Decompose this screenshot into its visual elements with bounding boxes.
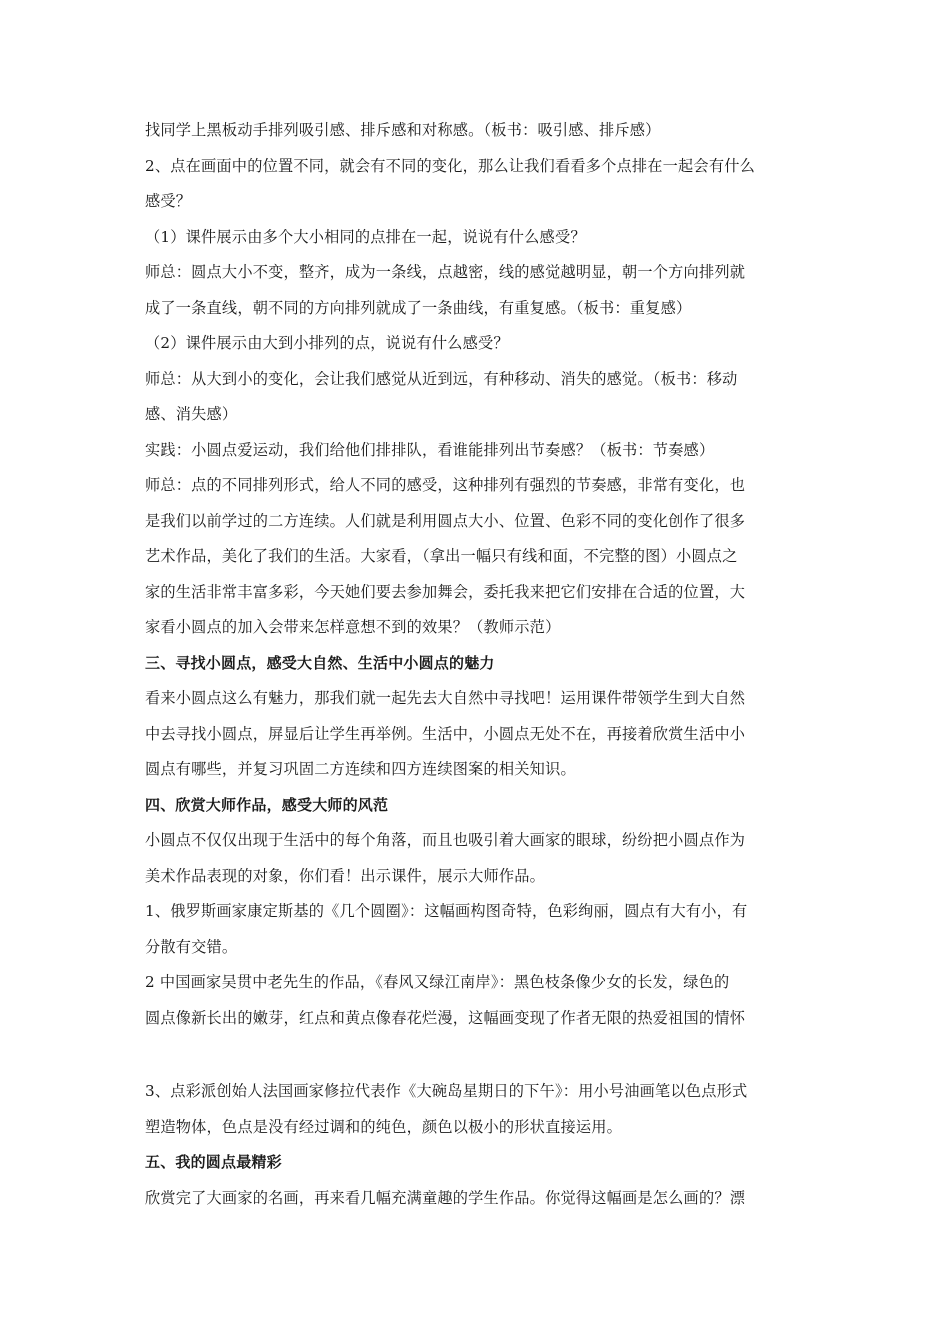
text-line: 看来小圆点这么有魅力，那我们就一起先去大自然中寻找吧！运用课件带领学生到大自然 <box>145 689 746 707</box>
text-line: 分散有交错。 <box>145 938 238 956</box>
text-line: 圆点像新长出的嫩芽，红点和黄点像春花烂漫，这幅画变现了作者无限的热爱祖国的情怀 <box>145 1009 746 1027</box>
text-line: 成了一条直线，朝不同的方向排列就成了一条曲线，有重复感。（板书：重复感） <box>145 299 692 317</box>
text-line: （1）课件展示由多个大小相同的点排在一起，说说有什么感受？ <box>145 228 586 246</box>
text-line: 1、俄罗斯画家康定斯基的《几个圆圈》：这幅画构图奇特，色彩绚丽，圆点有大有小，有 <box>145 902 748 920</box>
text-line: 找同学上黑板动手排列吸引感、排斥感和对称感。（板书：吸引感、排斥感） <box>145 121 661 139</box>
text-line: 中去寻找小圆点，屏显后让学生再举例。生活中，小圆点无处不在，再接着欣赏生活中小 <box>145 725 746 743</box>
text-line: 3、点彩派创始人法国画家修拉代表作《大碗岛星期日的下午》：用小号油画笔以色点形式 <box>145 1082 748 1100</box>
text-line: 2 中国画家吴贯中老先生的作品，《春风又绿江南岸》：黑色枝条像少女的长发，绿色的 <box>145 973 730 991</box>
text-line: 是我们以前学过的二方连续。人们就是利用圆点大小、位置、色彩不同的变化创作了很多 <box>145 512 746 530</box>
text-line: 实践：小圆点爱运动，我们给他们排排队，看谁能排列出节奏感？（板书：节奏感） <box>145 441 715 459</box>
text-line: 艺术作品，美化了我们的生活。大家看，（拿出一幅只有线和面，不完整的图）小圆点之 <box>145 547 738 565</box>
section-heading: 五、我的圆点最精彩 <box>145 1153 282 1171</box>
text-line: 师总：圆点大小不变，整齐，成为一条线，点越密，线的感觉越明显，朝一个方向排列就 <box>145 263 746 281</box>
text-line: 师总：点的不同排列形式，给人不同的感受，这种排列有强烈的节奏感，非常有变化，也 <box>145 476 746 494</box>
text-line: 美术作品表现的对象，你们看！出示课件，展示大师作品。 <box>145 867 546 885</box>
text-line: 感、消失感） <box>145 405 238 423</box>
section-heading: 三、寻找小圆点，感受大自然、生活中小圆点的魅力 <box>145 654 495 672</box>
text-line: 师总：从大到小的变化，会让我们感觉从近到远，有种移动、消失的感觉。（板书：移动 <box>145 370 738 388</box>
text-line: 2、点在画面中的位置不同，就会有不同的变化，那么让我们看看多个点排在一起会有什么 <box>145 157 755 175</box>
text-line: 家的生活非常丰富多彩，今天她们要去参加舞会，委托我来把它们安排在合适的位置，大 <box>145 583 746 601</box>
text-line: 欣赏完了大画家的名画，再来看几幅充满童趣的学生作品。你觉得这幅画是怎么画的？漂 <box>145 1189 746 1207</box>
text-line: 小圆点不仅仅出现于生活中的每个角落，而且也吸引着大画家的眼球，纷纷把小圆点作为 <box>145 831 746 849</box>
text-line: 家看小圆点的加入会带来怎样意想不到的效果？（教师示范） <box>145 618 561 636</box>
text-line: 塑造物体，色点是没有经过调和的纯色，颜色以极小的形状直接运用。 <box>145 1118 623 1136</box>
section-heading: 四、欣赏大师作品，感受大师的风范 <box>145 796 389 814</box>
text-line: 感受？ <box>145 192 192 210</box>
text-line: 圆点有哪些，并复习巩固二方连续和四方连续图案的相关知识。 <box>145 760 576 778</box>
text-line: （2）课件展示由大到小排列的点，说说有什么感受？ <box>145 334 509 352</box>
